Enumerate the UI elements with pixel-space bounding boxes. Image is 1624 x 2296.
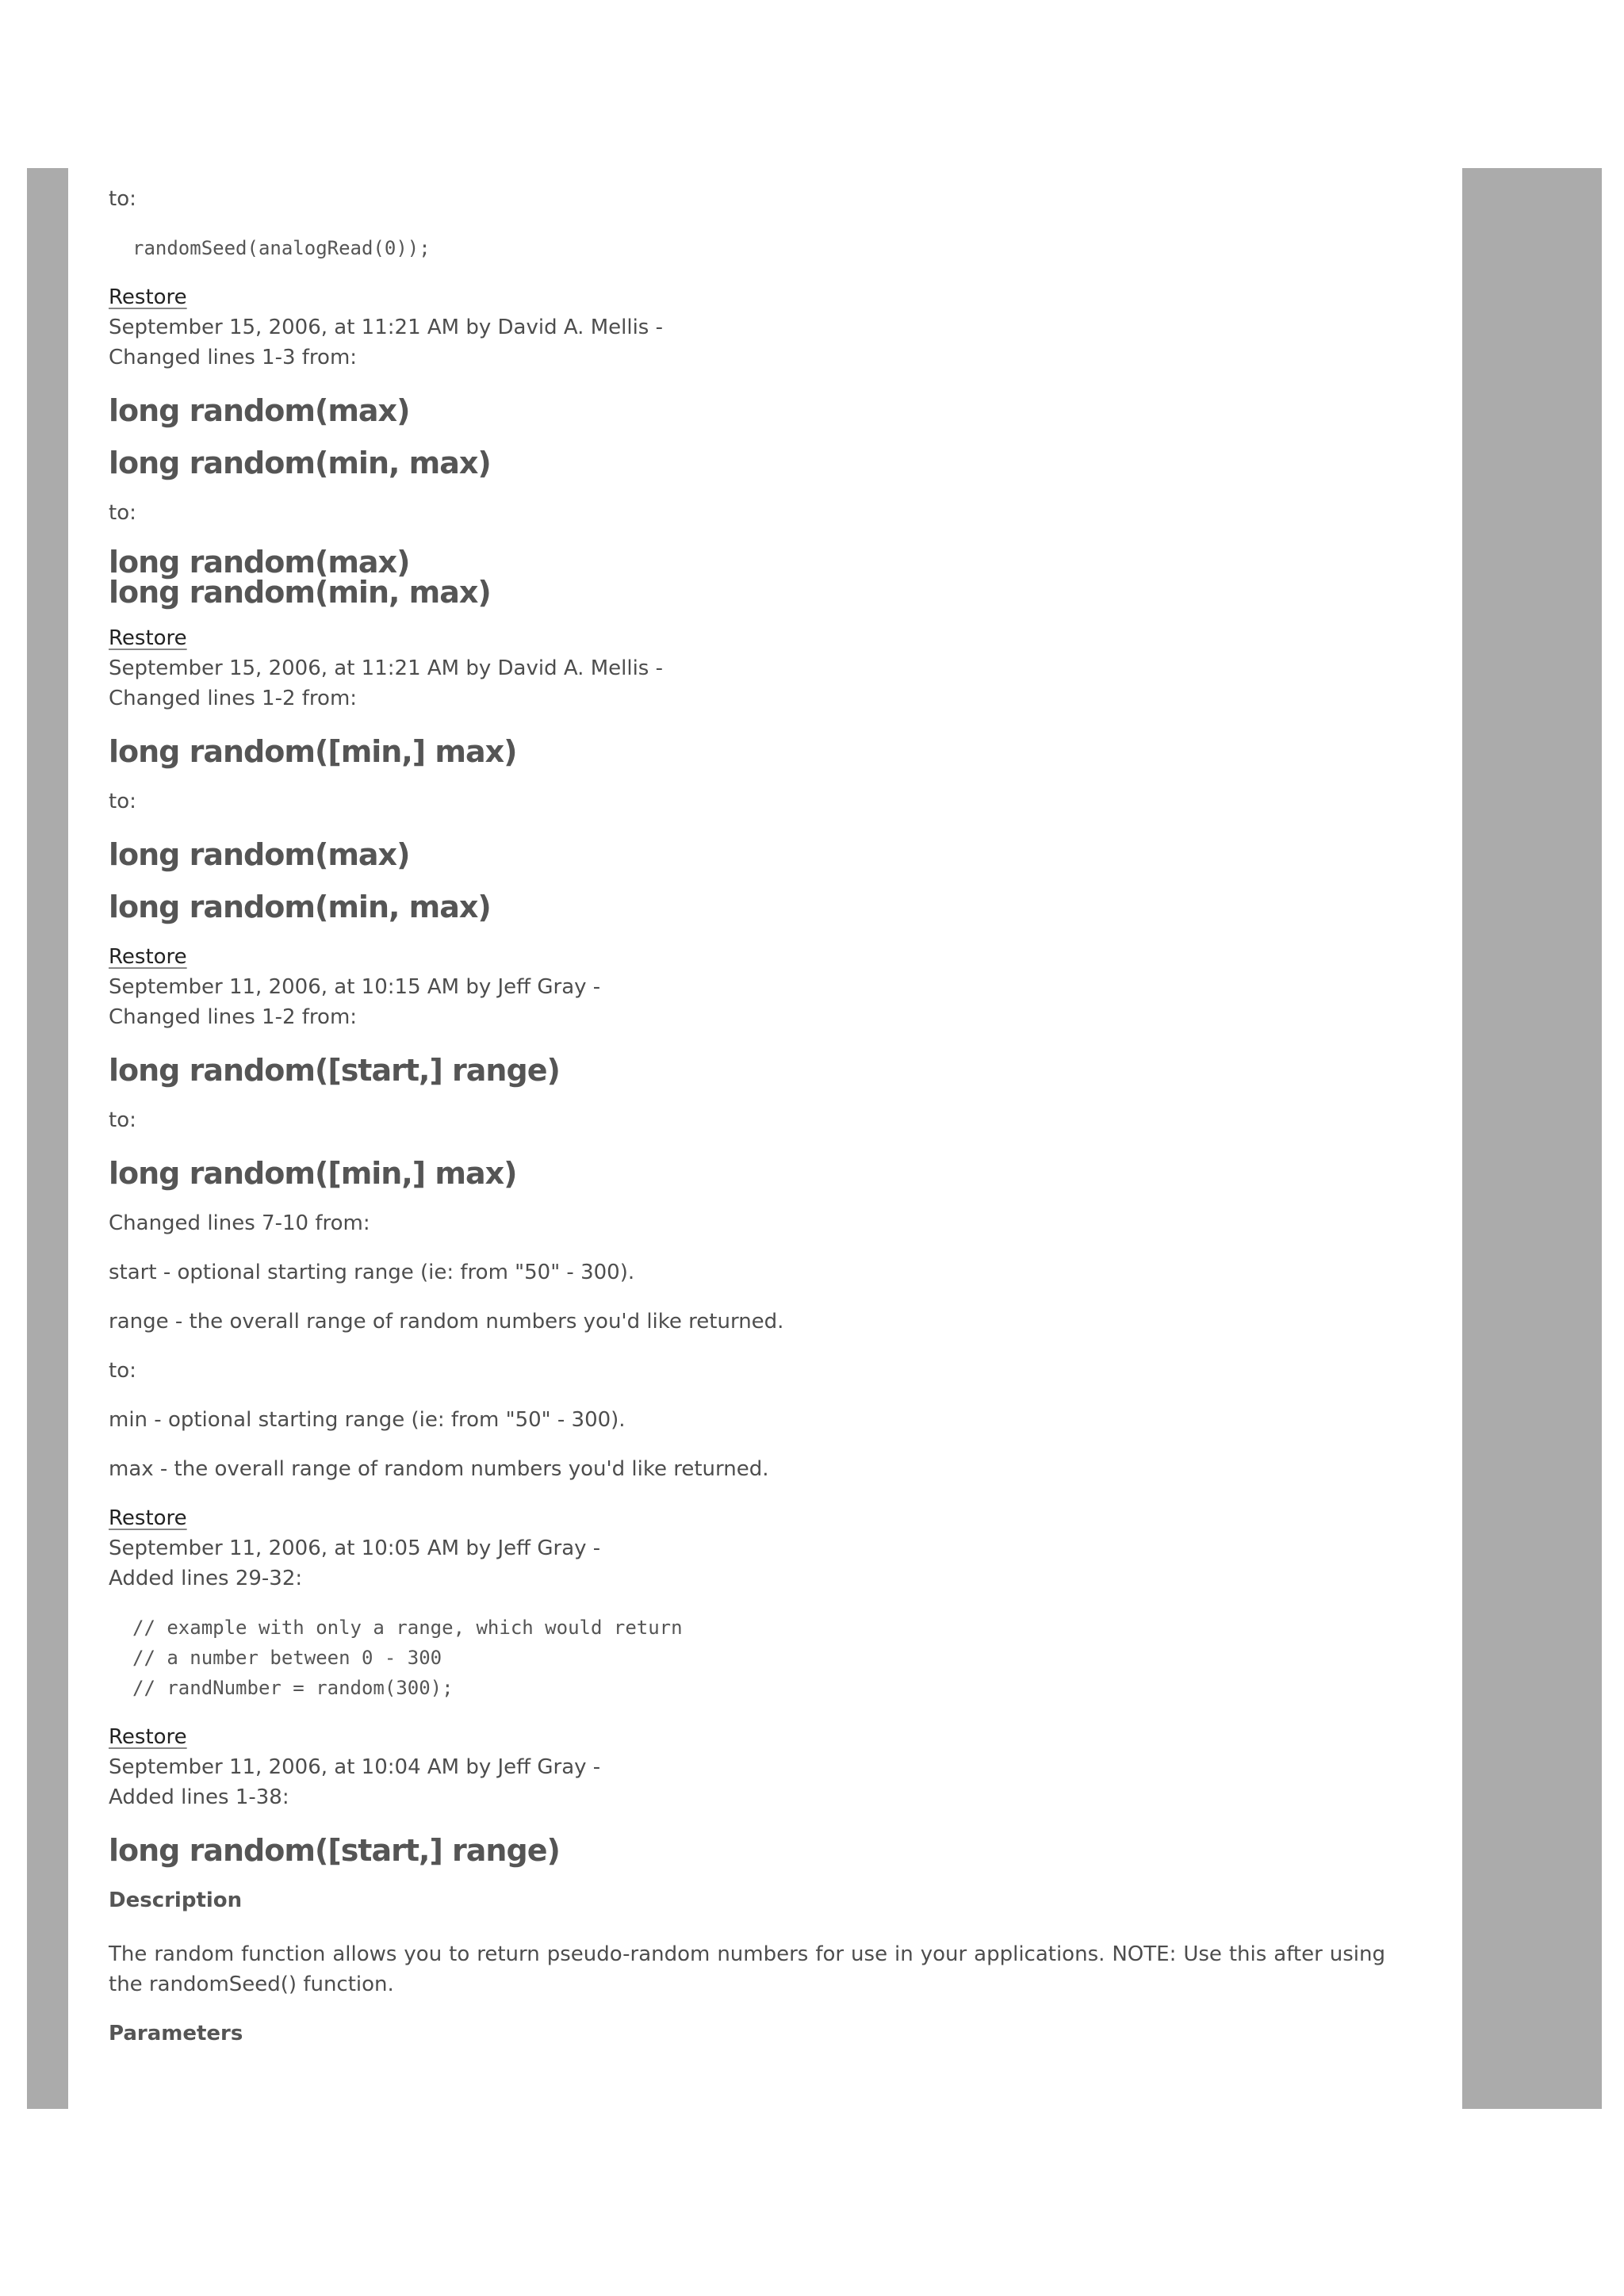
function-heading: long random(max) xyxy=(109,393,410,428)
page-body xyxy=(68,168,1462,2109)
right-margin-bar xyxy=(1462,168,1602,2109)
to-label: to: xyxy=(109,1108,136,1132)
revision-entry xyxy=(109,1503,1385,1703)
revision-entry xyxy=(109,1722,1385,2049)
parameter-text: max - the overall range of random numbers you'd like returned. xyxy=(109,1457,769,1481)
function-heading: long random([min,] max) xyxy=(109,1156,517,1191)
revision-entry xyxy=(109,942,1385,1484)
code-line: randomSeed(analogRead(0)); xyxy=(132,237,431,259)
revision-entry xyxy=(109,623,1385,926)
change-description: Changed lines 1-2 from: xyxy=(109,687,358,710)
change-description: Added lines 29-32: xyxy=(109,1567,303,1590)
change-description: Changed lines 7-10 from: xyxy=(109,1211,370,1235)
description-heading: Description xyxy=(109,1888,243,1912)
revision-meta: September 11, 2006, at 10:04 AM by Jeff Gray - xyxy=(109,1755,601,1779)
revision-meta: September 15, 2006, at 11:21 AM by David A. Mellis - xyxy=(109,316,663,339)
restore-link[interactable]: Restore xyxy=(109,945,187,969)
function-heading: long random(max) xyxy=(109,545,410,580)
parameter-text: min - optional starting range (ie: from "50" - 300). xyxy=(109,1408,626,1432)
change-description: Added lines 1-38: xyxy=(109,1785,289,1809)
revision-meta: September 11, 2006, at 10:15 AM by Jeff Gray - xyxy=(109,975,601,999)
revision-entry xyxy=(109,282,1385,610)
function-heading: long random(min, max) xyxy=(109,446,491,480)
revision-meta: September 11, 2006, at 10:05 AM by Jeff Gray - xyxy=(109,1536,601,1560)
restore-link[interactable]: Restore xyxy=(109,285,187,309)
revision-meta: September 15, 2006, at 11:21 AM by David A. Mellis - xyxy=(109,656,663,680)
description-text: The random function allows you to return pseudo-random numbers for use in your applications. NOTE: Use this after using the randomSeed() function. xyxy=(109,1942,1385,1996)
code-line: // example with only a range, which would return xyxy=(132,1617,683,1639)
restore-link[interactable]: Restore xyxy=(109,1725,187,1749)
left-margin-bar xyxy=(27,168,68,2109)
restore-link[interactable]: Restore xyxy=(109,626,187,650)
code-line: // a number between 0 - 300 xyxy=(132,1647,442,1669)
code-line: // randNumber = random(300); xyxy=(132,1677,454,1699)
function-heading: long random(min, max) xyxy=(109,890,491,924)
function-heading: long random(min, max) xyxy=(109,575,491,610)
change-description: Changed lines 1-3 from: xyxy=(109,346,358,369)
parameter-text: range - the overall range of random numbers you'd like returned. xyxy=(109,1310,784,1334)
change-description: Changed lines 1-2 from: xyxy=(109,1005,358,1029)
to-label: to: xyxy=(109,501,136,525)
to-label: to: xyxy=(109,187,136,211)
parameters-heading: Parameters xyxy=(109,2022,243,2045)
function-heading: long random(max) xyxy=(109,837,410,872)
restore-link[interactable]: Restore xyxy=(109,1506,187,1530)
function-heading: long random([start,] range) xyxy=(109,1053,560,1088)
parameter-text: start - optional starting range (ie: from "50" - 300). xyxy=(109,1261,635,1284)
function-heading: long random([start,] range) xyxy=(109,1833,560,1868)
to-label: to: xyxy=(109,1359,136,1383)
history-content xyxy=(109,184,1385,2072)
function-heading: long random([min,] max) xyxy=(109,734,517,769)
to-label: to: xyxy=(109,790,136,813)
